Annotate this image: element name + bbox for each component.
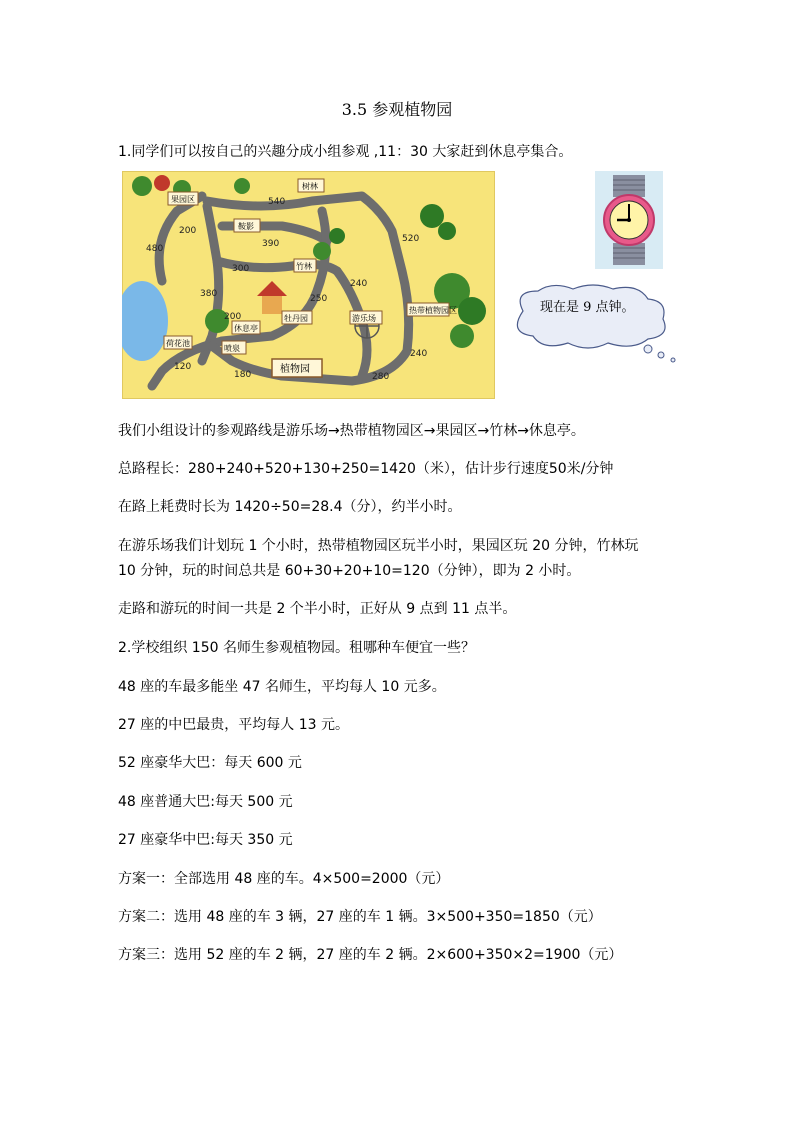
plan-3: 方案三：选用 52 座的车 2 辆，27 座的车 2 辆。2×600+350×2=1900（元） — [118, 947, 623, 963]
svg-text:120: 120 — [174, 362, 192, 372]
sign-woods: 树林 — [302, 182, 318, 191]
text-line: 52 座豪华大巴：每天 600 元 — [118, 755, 302, 771]
text-line: 10 分钟，玩的时间总共是 60+30+20+10=120（分钟），即为 2 小时。 — [118, 563, 581, 579]
plan-2: 方案二：选用 48 座的车 3 辆，27 座的车 1 辆。3×500+350=1850（元） — [118, 909, 602, 925]
svg-text:520: 520 — [402, 234, 420, 244]
text-line: 48 座普通大巴:每天 500 元 — [118, 794, 293, 810]
sign-playground: 游乐场 — [352, 314, 376, 323]
text-line: 我们小组设计的参观路线是游乐场→热带植物园区→果园区→竹林→休息亭。 — [118, 423, 585, 439]
text-line: 27 座豪华中巴:每天 350 元 — [118, 832, 293, 848]
svg-text:540: 540 — [268, 197, 286, 207]
sign-tropical: 热带植物园区 — [409, 306, 457, 315]
question-2: 2.学校组织 150 名师生参观植物园。租哪种车便宜一些？ — [118, 640, 475, 656]
sign-rest-pavilion: 休息亭 — [234, 324, 258, 333]
botanical-garden-map — [122, 171, 495, 399]
svg-text:280: 280 — [372, 372, 390, 382]
text-line: 总路程长：280+240+520+130+250=1420（米），估计步行速度50米/分钟 — [118, 461, 614, 477]
text-line: 在游乐场我们计划玩 1 个小时，热带植物园区玩半小时，果园区玩 20 分钟，竹林玩 — [118, 538, 639, 554]
sign-lotus: 荷花池 — [166, 339, 190, 348]
text-line: 走路和游玩的时间一共是 2 个半小时，正好从 9 点到 11 点半。 — [118, 601, 517, 617]
page-title: 3.5 参观植物园 — [341, 100, 453, 119]
text-line: 48 座的车最多能坐 47 名师生，平均每人 10 元多。 — [118, 679, 446, 695]
sign-fountain: 喷泉 — [224, 344, 240, 353]
sign-botanical-garden: 植物园 — [280, 364, 310, 375]
svg-text:300: 300 — [232, 264, 250, 274]
text-line: 在路上耗费时长为 1420÷50=28.4（分），约半小时。 — [118, 499, 462, 515]
speech-bubble-text: 现在是 9 点钟。 — [540, 300, 635, 315]
svg-text:250: 250 — [310, 294, 328, 304]
svg-text:480: 480 — [146, 244, 164, 254]
svg-text:200: 200 — [179, 226, 197, 236]
text-line: 27 座的中巴最贵，平均每人 13 元。 — [118, 717, 349, 733]
sign-3: 鞍影 — [238, 222, 254, 231]
svg-text:390: 390 — [262, 239, 280, 249]
watch-icon — [595, 171, 663, 269]
svg-text:180: 180 — [234, 370, 252, 380]
question-1: 1.同学们可以按自己的兴趣分成小组参观 ,11：30 大家赶到休息亭集合。 — [118, 144, 573, 160]
svg-text:200: 200 — [224, 312, 242, 322]
sign-orchard: 果园区 — [171, 195, 195, 204]
sign-bamboo: 竹林 — [296, 262, 312, 271]
svg-text:240: 240 — [410, 349, 428, 359]
svg-text:380: 380 — [200, 289, 218, 299]
speech-bubble — [503, 281, 688, 364]
svg-text:240: 240 — [350, 279, 368, 289]
sign-peony: 牡丹园 — [284, 314, 308, 323]
plan-1: 方案一：全部选用 48 座的车。4×500=2000（元） — [118, 871, 450, 887]
